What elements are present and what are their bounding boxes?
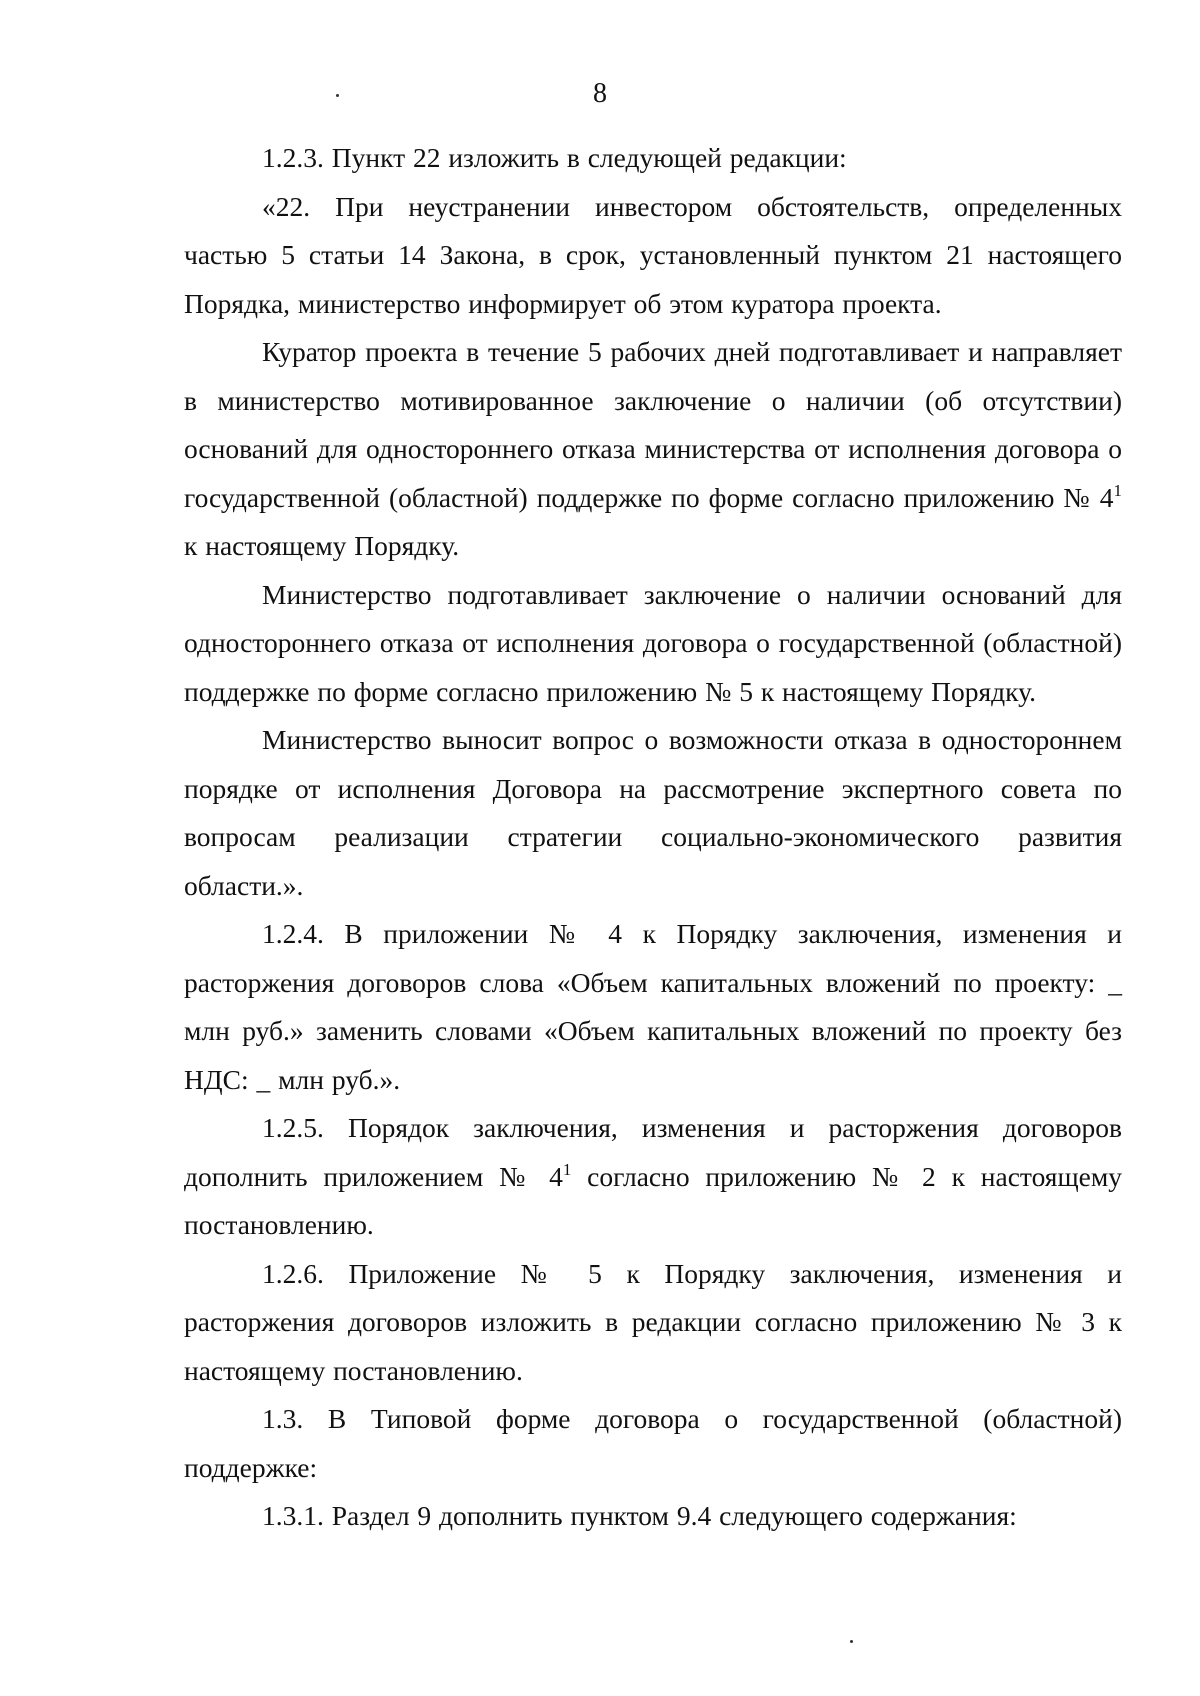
scan-speck — [336, 94, 339, 97]
paragraph-text: к настоящему Порядку. — [184, 530, 460, 561]
paragraph-text: согласно приложению № 2 к настоящему постановлению. — [184, 1160, 1122, 1240]
paragraph-text: Куратор проекта в течение 5 рабочих дней подготавливает и направляет в министерство мотивированное заключение о наличии (об отсутствии) оснований для одностороннего отказа министерства от исполнения договора о государственной (областной) поддержке по форме согласно приложению № 4 — [184, 336, 1122, 513]
paragraph-text: 1.3. В Типовой форме договора о государственной (областной) поддержке: — [184, 1403, 1122, 1483]
paragraph-ministry-question — [184, 716, 1122, 910]
paragraph-ministry-conclusion — [184, 571, 1122, 717]
superscript: 1 — [1113, 480, 1122, 500]
paragraph-text: 1.2.3. Пункт 22 изложить в следующей редакции: — [262, 142, 847, 173]
paragraph-curator — [184, 328, 1122, 571]
paragraph-1-3 — [184, 1395, 1122, 1492]
superscript: 1 — [562, 1159, 572, 1179]
paragraph-text: 1.3.1. Раздел 9 дополнить пунктом 9.4 следующего содержания: — [262, 1500, 1017, 1531]
paragraph-1-3-1 — [184, 1492, 1122, 1541]
paragraph-text: Министерство подготавливает заключение о наличии оснований для одностороннего отказа от исполнения договора о государственной (областной) поддержке по форме согласно приложению № 5 к настоящему Порядку. — [184, 578, 1122, 707]
paragraph-1-2-5 — [184, 1104, 1122, 1250]
paragraph-1-2-4 — [184, 910, 1122, 1104]
paragraph-text: «22. При неустранении инвестором обстоятельств, определенных частью 5 статьи 14 Закона, в срок, установленный пунктом 21 настоящего Порядка, министерство информирует об этом куратора проекта. — [184, 190, 1122, 319]
paragraph-text: 1.2.4. В приложении № 4 к Порядку заключения, изменения и расторжения договоров слова «Объем капитальных вложений по проекту: _ млн руб.» заменить словами «Объем капитальных вложений по проекту без НДС: _ млн руб.». — [184, 918, 1122, 1095]
paragraph-text: 1.2.5. Порядок заключения, изменения и расторжения договоров дополнить приложением № 4 — [184, 1112, 1122, 1192]
paragraph-22 — [184, 183, 1122, 329]
paragraph-text: Министерство выносит вопрос о возможности отказа в одностороннем порядке от исполнения Договора на рассмотрение экспертного совета по вопросам реализации стратегии социально-экономического развития области.». — [184, 724, 1122, 901]
paragraph-text: 1.2.6. Приложение № 5 к Порядку заключения, изменения и расторжения договоров изложить в редакции согласно приложению № 3 к настоящему постановлению. — [184, 1257, 1122, 1386]
page-number: 8 — [593, 78, 607, 109]
paragraph-1-2-3 — [184, 134, 1122, 183]
paragraph-1-2-6 — [184, 1250, 1122, 1396]
scan-speck — [850, 1640, 853, 1643]
document-body — [184, 134, 1122, 1541]
